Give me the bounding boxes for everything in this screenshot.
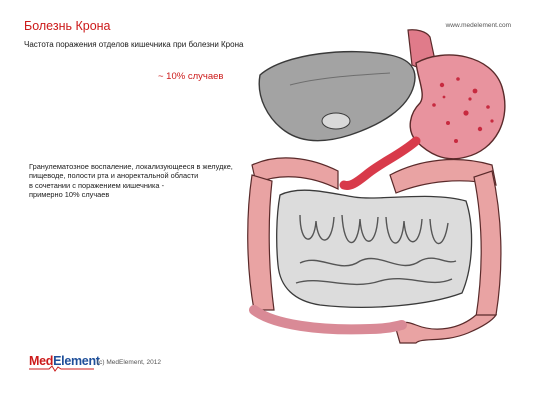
site-url[interactable]: www.medelement.com bbox=[445, 22, 511, 29]
description-line: пищеводе, полости рта и аноректальной области bbox=[29, 171, 199, 181]
description-line: Гранулематозное воспаление, локализующееся в желудке, bbox=[29, 162, 233, 171]
ascending-colon-shape bbox=[248, 175, 274, 310]
small-intestine-shape bbox=[277, 190, 472, 307]
description-line: примерно 10% случаев bbox=[29, 190, 110, 200]
sigmoid-colon-shape bbox=[396, 315, 496, 343]
logo-part-element: Element bbox=[53, 354, 100, 368]
slide-title: Болезнь Крона bbox=[24, 19, 111, 33]
colon-bottom-shape bbox=[254, 310, 402, 329]
copyright-text: (c) MedElement, 2012 bbox=[97, 359, 161, 366]
description-line: в сочетании с поражением кишечника - bbox=[29, 180, 165, 190]
medelement-logo-icon[interactable] bbox=[29, 352, 100, 372]
gallbladder-shape bbox=[322, 113, 350, 129]
slide-subtitle: Частота поражения отделов кишечника при болезни Крона bbox=[24, 40, 244, 49]
digestive-tract-illustration-icon bbox=[230, 25, 520, 345]
stomach-shape bbox=[410, 55, 505, 159]
svg-text:MedElement bbox=[29, 354, 101, 368]
logo-part-med: Med bbox=[29, 354, 54, 368]
descending-colon-shape bbox=[474, 171, 501, 317]
percent-label: ~ 10% случаев bbox=[158, 71, 224, 82]
